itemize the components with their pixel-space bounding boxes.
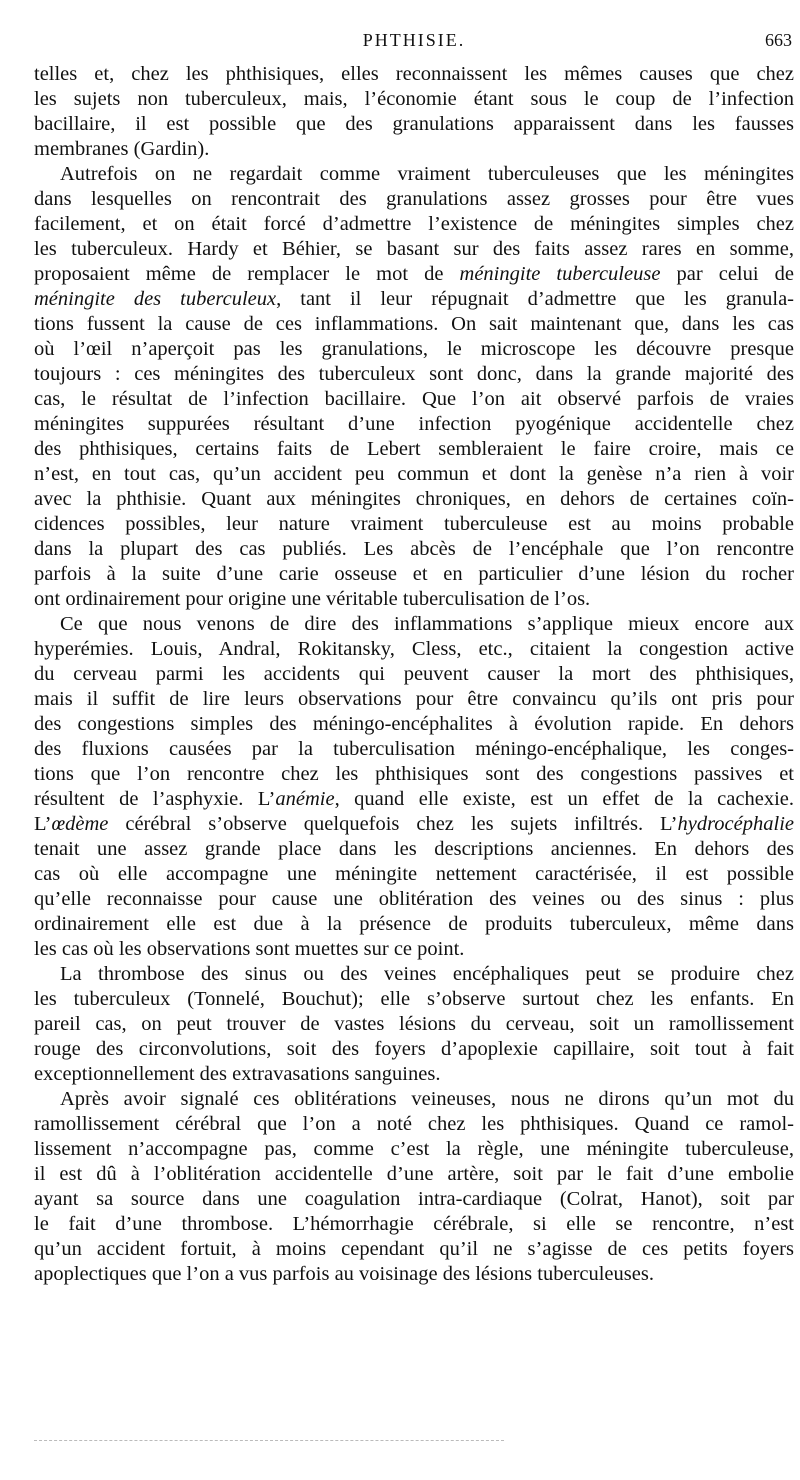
text-line	[34, 262, 794, 287]
text-run: , tant il leur répugnait d’admettre que les granula-	[276, 288, 794, 310]
text-line: qu’un accident fortuit, à moins cependant qu’il ne s’agisse de ces petits foyers	[34, 1238, 794, 1260]
text-line: ordinairement elle est due à la présence de produits tuberculeux, même dans	[34, 913, 794, 935]
text-line: bacillaire, il est possible que des granulations apparaissent dans les fausses	[34, 113, 794, 135]
text-line	[34, 287, 794, 312]
text-line: qu’elle reconnaisse pour cause une oblitération des veines ou des sinus : plus	[34, 888, 794, 910]
paragraph	[34, 162, 794, 612]
text-line: cidences possibles, leur nature vraiment tuberculeuse est au moins probable	[34, 513, 794, 535]
italic-term: anémie	[275, 788, 335, 810]
text-line: pareil cas, on peut trouver de vastes lésions du cerveau, soit un ramollissement	[34, 1013, 794, 1035]
italic-term: méningite tuberculeuse	[459, 263, 661, 285]
text-line: les tuberculeux. Hardy et Béhier, se basant sur des faits assez rares en somme,	[34, 238, 794, 260]
text-line: parfois à la suite d’une carie osseuse et en particulier d’une lésion du rocher	[34, 563, 794, 585]
text-line: les cas où les observations sont muettes sur ce point.	[34, 938, 465, 960]
text-line: La thrombose des sinus ou des veines encéphaliques peut se produire chez	[60, 963, 794, 985]
text-line: des fluxions causées par la tuberculisation méningo-encéphalique, les conges-	[34, 738, 794, 760]
footer-rule	[34, 1440, 504, 1441]
text-line: ont ordinairement pour origine une véritable tuberculisation de l’os.	[34, 588, 591, 610]
text-line: il est dû à l’oblitération accidentelle d’une artère, soit par le fait d’une embolie	[34, 1163, 794, 1185]
text-line: n’est, en tout cas, qu’un accident peu commun et dont la genèse n’a rien à voir	[34, 463, 794, 485]
text-line: facilement, et on était forcé d’admettre l’existence de méningites simples chez	[34, 213, 794, 235]
text-line: ayant sa source dans une coagulation intra-cardiaque (Colrat, Hanot), soit par	[34, 1188, 794, 1210]
text-line: apoplectiques que l’on a vus parfois au voisinage des lésions tuberculeuses.	[34, 1263, 654, 1285]
text-line: où l’œil n’aperçoit pas les granulations, le microscope les découvre presque	[34, 338, 794, 360]
italic-term: hydrocéphalie	[677, 813, 794, 835]
text-line	[34, 787, 794, 812]
page-number: 663	[765, 30, 792, 50]
text-line: le fait d’une thrombose. L’hémorrhagie cérébrale, si elle se rencontre, n’est	[34, 1213, 794, 1235]
text-line: tions que l’on rencontre chez les phthisiques sont des congestions passives et	[34, 763, 794, 785]
text-line: cas où elle accompagne une méningite nettement caractérisée, il est possible	[34, 863, 794, 885]
text-line: méningites suppurées résultant d’une infection pyogénique accidentelle chez	[34, 413, 794, 435]
text-line: Autrefois on ne regardait comme vraiment tuberculeuses que les méningites	[60, 163, 794, 185]
paragraph	[34, 62, 794, 162]
text-line: cas, le résultat de l’infection bacillaire. Que l’on ait observé parfois de vraies	[34, 388, 794, 410]
text-line: toujours : ces méningites des tuberculeux sont donc, dans la grande majorité des	[34, 363, 794, 385]
text-line: dans lesquelles on rencontrait des granulations assez grosses pour être vues	[34, 188, 794, 210]
text-run: cérébral s’observe quelquefois chez les sujets infiltrés. L’	[108, 813, 678, 835]
text-line: des phthisiques, certains faits de Lebert sembleraient le faire croire, mais ce	[34, 438, 794, 460]
text-line: Après avoir signalé ces oblitérations veineuses, nous ne dirons qu’un mot du	[60, 1088, 794, 1110]
text-run: , quand elle existe, est un effet de la cachexie.	[334, 788, 794, 810]
paragraph	[34, 612, 794, 962]
italic-term: œdème	[51, 813, 109, 835]
text-line: des congestions simples des méningo-encéphalites à évolution rapide. En dehors	[34, 713, 794, 735]
italic-term: méningite des tuberculeux	[34, 288, 277, 310]
text-run: L’	[34, 813, 52, 835]
text-line	[34, 812, 794, 837]
text-run: par celui de	[660, 263, 794, 285]
text-line: exceptionnellement des extravasations sanguines.	[34, 1063, 441, 1085]
page-header-title: PHTHISIE.	[362, 30, 466, 50]
text-line: telles et, chez les phthisiques, elles reconnaissent les mêmes causes que chez	[34, 63, 794, 85]
text-line: rouge des circonvolutions, soit des foyers d’apoplexie capillaire, soit tout à fait	[34, 1038, 794, 1060]
text-line: Ce que nous venons de dire des inflammations s’applique mieux encore aux	[60, 613, 794, 635]
text-line: tenait une assez grande place dans les descriptions anciennes. En dehors des	[34, 838, 794, 860]
text-line: avec la phthisie. Quant aux méningites chroniques, en dehors de certaines coïn-	[34, 488, 794, 510]
text-line: ramollissement cérébral que l’on a noté chez les phthisiques. Quand ce ramol-	[34, 1113, 794, 1135]
running-head	[34, 8, 794, 48]
body-text	[34, 62, 794, 1287]
text-line: tions fussent la cause de ces inflammations. On sait maintenant que, dans les cas	[34, 313, 794, 335]
text-line: membranes (Gardin).	[34, 138, 210, 160]
text-line: mais il suffit de lire leurs observations pour être convaincu qu’ils ont pris pour	[34, 688, 794, 710]
text-line: hyperémies. Louis, Andral, Rokitansky, Cless, etc., citaient la congestion active	[34, 638, 794, 660]
text-line: lissement n’accompagne pas, comme c’est la règle, une méningite tuberculeuse,	[34, 1138, 794, 1160]
text-line: du cerveau parmi les accidents qui peuvent causer la mort des phthisiques,	[34, 663, 794, 685]
paragraph	[34, 962, 794, 1087]
text-run: résultent de l’asphyxie. L’	[34, 788, 276, 810]
text-line: les tuberculeux (Tonnelé, Bouchut); elle s’observe surtout chez les enfants. En	[34, 988, 794, 1010]
paragraph	[34, 1087, 794, 1287]
text-line: dans la plupart des cas publiés. Les abcès de l’encéphale que l’on rencontre	[34, 538, 794, 560]
text-run: proposaient même de remplacer le mot de	[34, 263, 460, 285]
text-line: les sujets non tuberculeux, mais, l’économie étant sous le coup de l’infection	[34, 88, 794, 110]
